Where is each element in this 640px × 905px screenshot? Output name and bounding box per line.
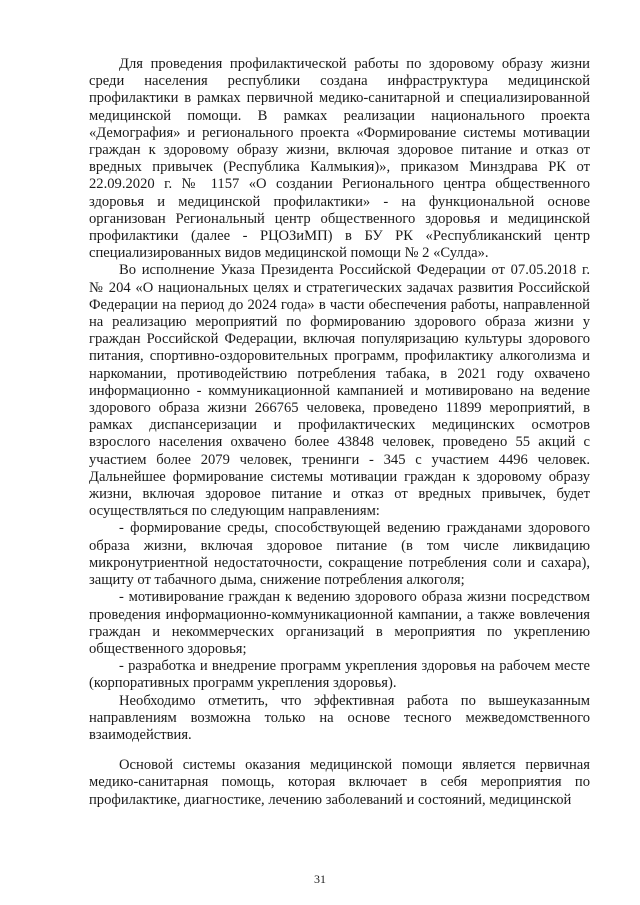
- paragraph-primary-care: Основой системы оказания медицинской помощи является первичная медико-санитарная помощь, которая включает в себя мероприятия по профилактике, диагностике, лечению заболеваний и состояний, медицинской: [89, 757, 590, 808]
- paragraph-infrastructure: Для проведения профилактической работы по здоровому образу жизни среди населения республики создана инфраструктура медицинской профилактики в рамках первичной медико-санитарной и специализированной медицинской помощи. В рамках реализации национального проекта «Демография» и регионального проекта «Формирование системы мотивации граждан к здоровому образу жизни, включая здоровое питание и отказ от вредных привычек (Республика Калмыкия)», приказом Минздрава РК от 22.09.2020 г. № 1157 «О создании Регионального центра общественного здоровья и медицинской профилактики» - на функциональной основе организован Региональный центр общественного здоровья и медицинской профилактики (далее - РЦОЗиМП) в БУ РК «Республиканский центр специализированных видов медицинской помощи № 2 «Сулда».: [89, 56, 590, 262]
- page-number: 31: [314, 872, 326, 886]
- list-item-environment: - формирование среды, способствующей ведению гражданами здорового образа жизни, включая здоровое питание (в том числе ликвидацию микронутриентной недостаточности, сокращение потребления соли и сахара), защиту от табачного дыма, снижение потребления алкоголя;: [89, 520, 590, 589]
- list-item-motivation: - мотивирование граждан к ведению здорового образа жизни посредством проведения информационно-коммуникационной кампании, а также вовлечения граждан и некоммерческих организаций в мероприятия по укреплению общественного здоровья;: [89, 589, 590, 657]
- paragraph-interagency: Необходимо отметить, что эффективная работа по вышеуказанным направлениям возможна только на основе тесного межведомственного взаимодействия.: [89, 692, 590, 743]
- list-item-workplace-programs: - разработка и внедрение программ укрепления здоровья на рабочем месте (корпоративных программ укрепления здоровья).: [89, 658, 590, 692]
- document-body: [89, 56, 590, 809]
- paragraph-presidential-decree: Во исполнение Указа Президента Российской Федерации от 07.05.2018 г. № 204 «О национальных целях и стратегических задачах развития Российской Федерации на период до 2024 года» в части обеспечения работы, направленной на реализацию мероприятий по формированию здорового образа жизни у граждан Российской Федерации, включая популяризацию культуры здорового питания, спортивно-оздоровительных программ, профилактику алкоголизма и наркомании, противодействию потребления табака, в 2021 году охвачено информационно - коммуникационной кампанией и мотивировано на ведение здорового образа жизни 266765 человека, проведено 11899 мероприятий, в рамках диспансеризации и профилактических медицинских осмотров взрослого населения охвачено более 43848 человек, проведено 55 акций с участием более 2079 человек, тренинги - 345 с участием 4496 человек. Дальнейшее формирование системы мотивации граждан к здоровому образу жизни, включая здоровое питание и отказ от вредных привычек, будет осуществляться по следующим направлениям:: [89, 262, 590, 520]
